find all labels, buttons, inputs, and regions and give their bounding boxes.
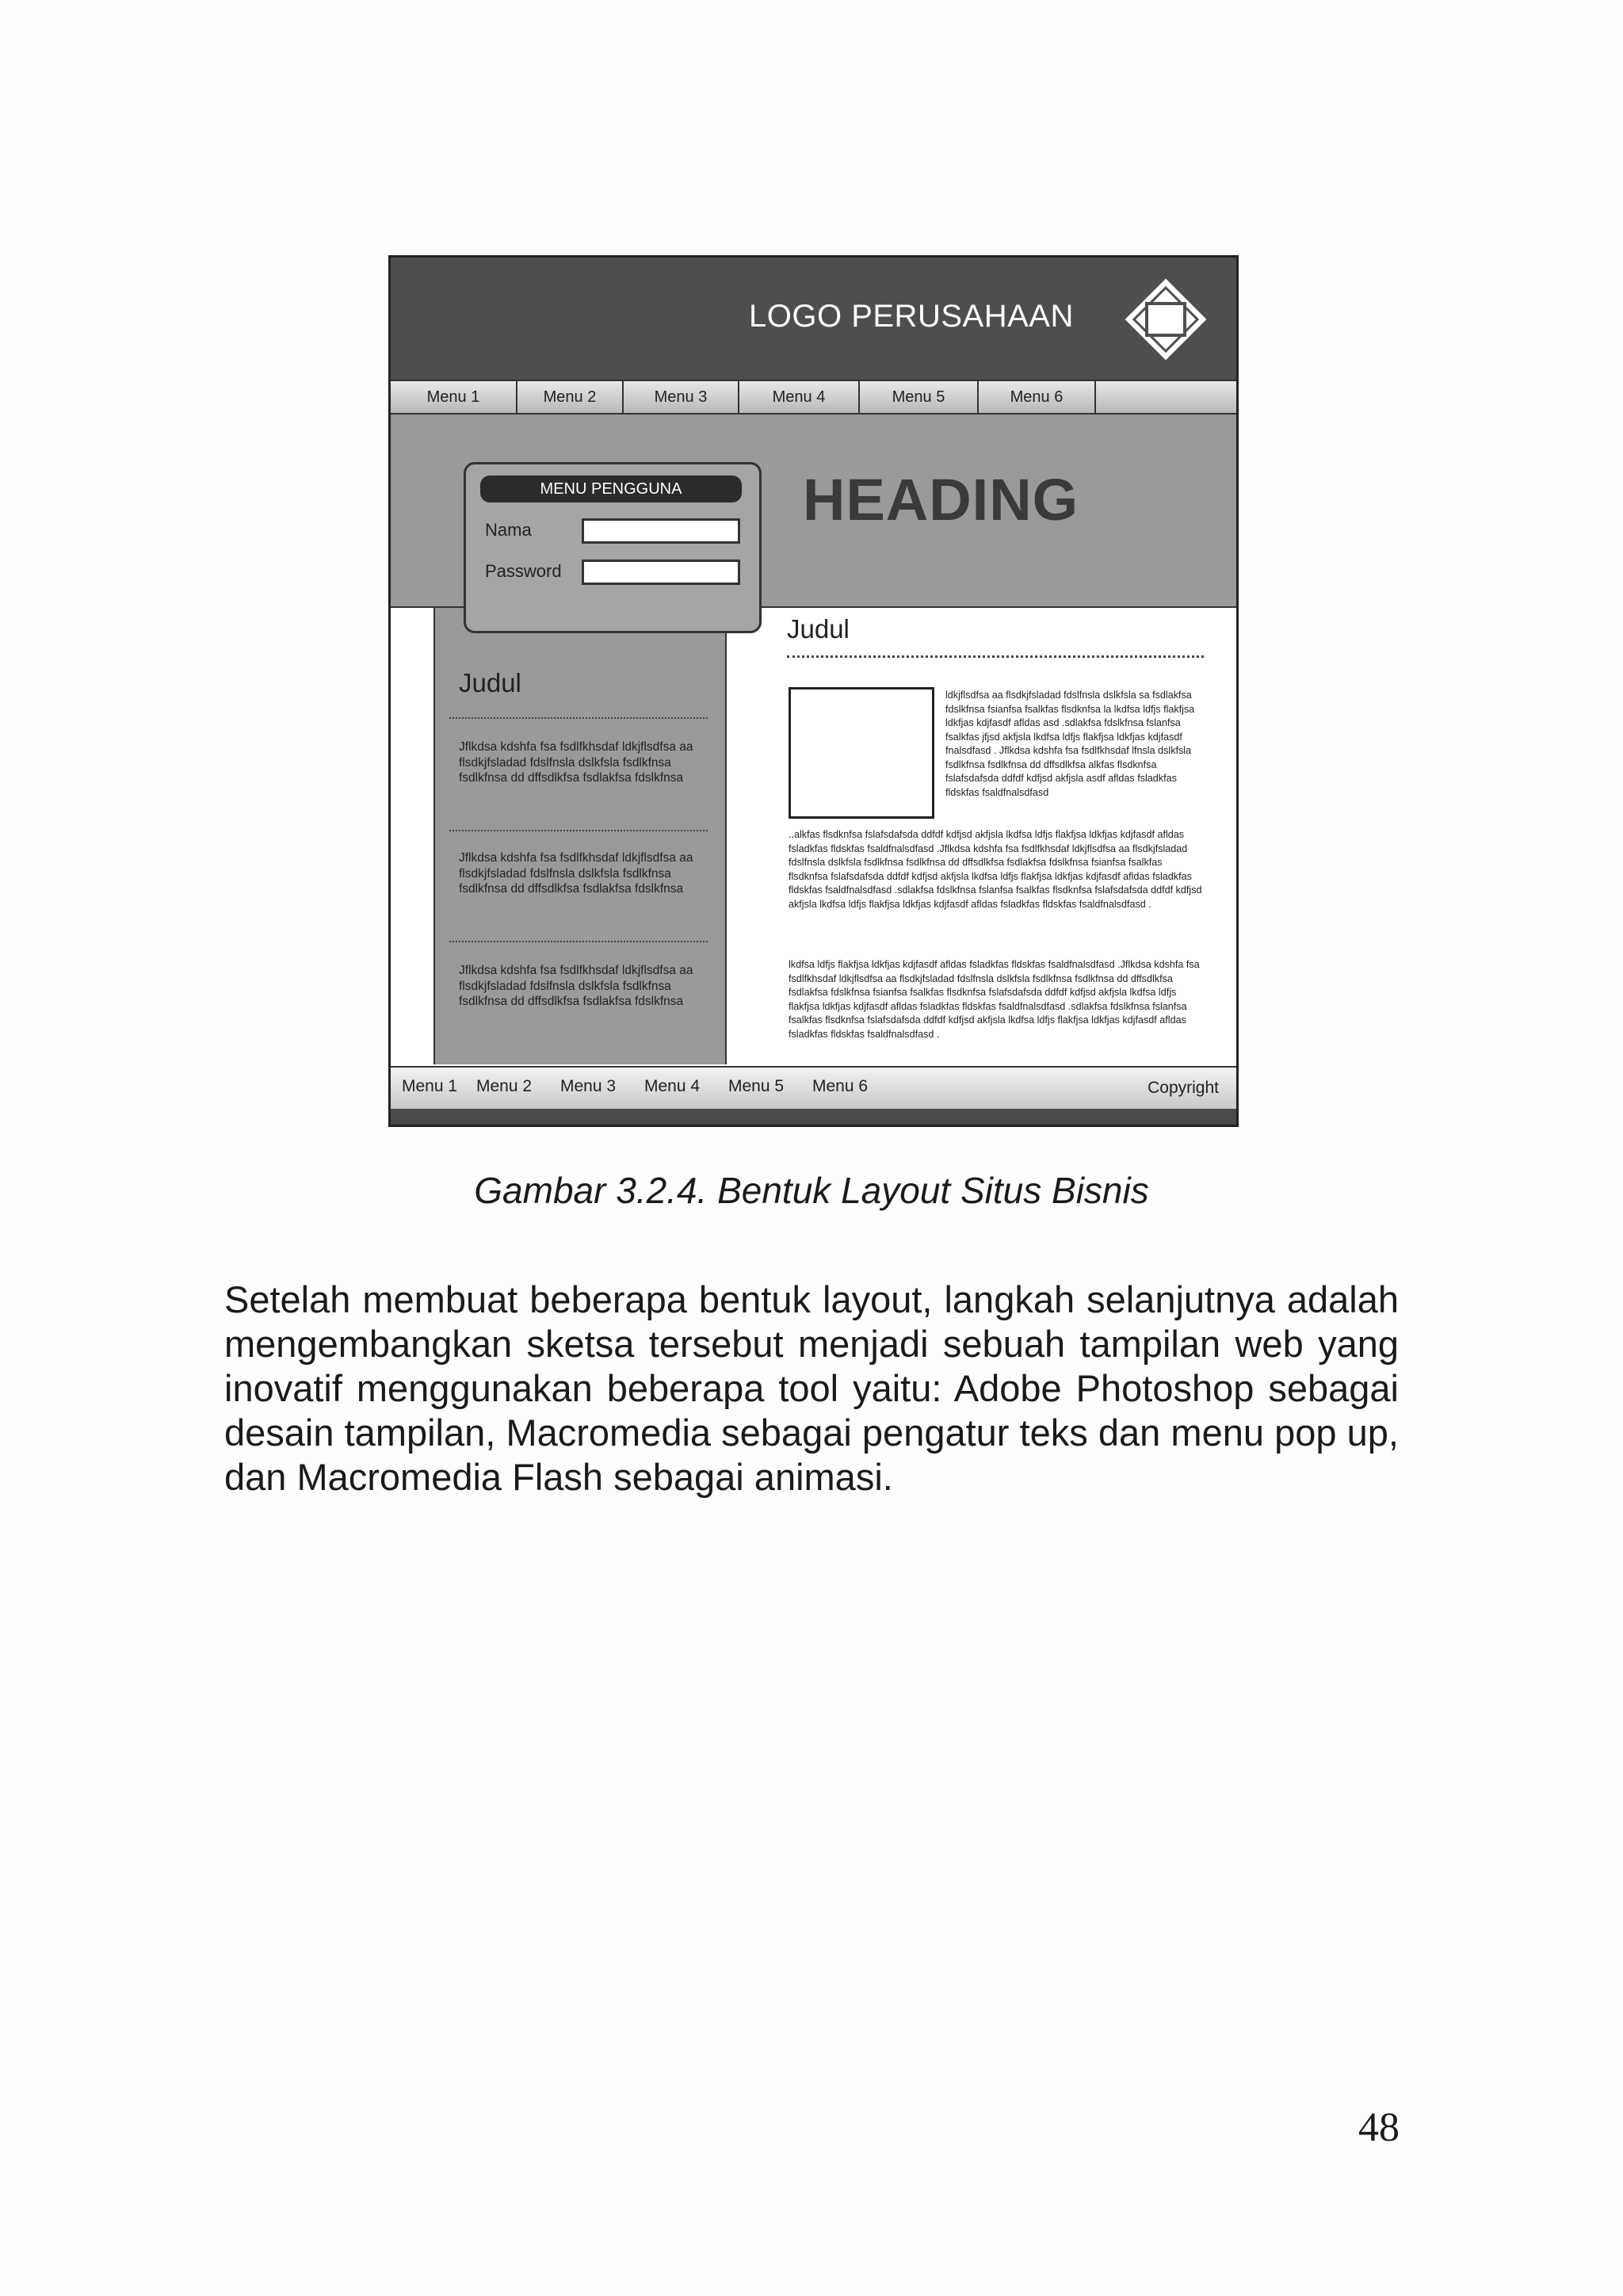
main-title-dotted-rule [787, 655, 1204, 658]
sidebar-text-block: Jflkdsa kdshfa fsa fsdlfkhsdaf ldkjflsdfsa aa flsdkjfsladad fdslfnsla dslkfsla fsdlkfnsa fsdlkfnsa dd dffsdlkfsa fsdlakfsa fdslkfnsa [459, 964, 693, 1008]
password-label: Password [485, 561, 562, 581]
sidebar-title: Judul [459, 668, 521, 697]
copyright-text: Copyright [1148, 1079, 1219, 1097]
password-field[interactable] [582, 560, 740, 585]
footer-menu-1[interactable]: Menu 1 [402, 1077, 458, 1095]
footer-nav [391, 1066, 1236, 1109]
page-heading: HEADING [803, 467, 1079, 533]
name-field[interactable] [582, 518, 740, 544]
footer-menu-5[interactable]: Menu 5 [728, 1077, 785, 1095]
login-panel [464, 462, 762, 633]
website-layout-figure [388, 255, 1239, 1127]
sidebar-divider [449, 941, 708, 942]
image-placeholder [789, 687, 934, 819]
footer-menu-4[interactable]: Menu 4 [644, 1077, 701, 1095]
top-nav-menu-4[interactable]: Menu 4 [739, 381, 860, 413]
sidebar-divider [449, 830, 708, 831]
name-label: Nama [485, 520, 532, 540]
sidebar-text-block: Jflkdsa kdshfa fsa fsdlfkhsdaf ldkjflsdfsa aa flsdkjfsladad fdslfnsla dslkfsla fsdlkfnsa fsdlkfnsa dd dffsdlkfsa fsdlakfsa fdslkfnsa [459, 740, 693, 785]
footer-menu-6[interactable]: Menu 6 [812, 1077, 869, 1095]
main-title: Judul [787, 614, 850, 644]
sidebar-text-block: Jflkdsa kdshfa fsa fsdlfkhsdaf ldkjflsdfsa aa flsdkjfsladad fdslfnsla dslkfsla fsdlkfnsa fsdlkfnsa dd dffsdlkfsa fsdlakfsa fdslkfnsa [459, 851, 693, 896]
logo-diamond-icon[interactable] [1125, 278, 1207, 361]
top-nav-menu-3[interactable]: Menu 3 [624, 381, 739, 413]
article-text-below-image: ..alkfas flsdknfsa fslafsdafsda ddfdf kdfjsd akfjsla lkdfsa ldfjs flakfjsa ldkfjas kdjfasdf afldas fsladkfas fldskfas fsaldfnalsdfasd .Jflkdsa kdshfa fsa fsdlfkhsdaf ldkjflsdfsa aa flsdkjfsladad fdslfnsla dslkfsla fsdlkfnsa fsdlkfnsa dd dffsdlkfsa fsdlakfsa fdslkfnsa fsianfsa fsalkfas flsdknfsa fslafsdafsda ddfdf kdfjsd akfjsla lkdfsa ldfjs flakfjsa ldkfjas kdjfasdf afldas fsladkfas fldskfas fsaldfnalsdfasd .sdlakfsa fdslkfnsa fslanfsa fsalkfas flsdknfsa fslafsdafsda ddfdf kdfjsd akfjsla lkdfsa ldfjs flakfjsa ldkfjas kdjfasdf afldas fsladkfas fldskfas fsaldfnalsdfasd . [789, 829, 1202, 910]
page-number: 48 [1358, 2105, 1400, 2150]
top-nav [391, 380, 1236, 415]
top-nav-menu-1[interactable]: Menu 1 [391, 381, 517, 413]
top-nav-menu-5[interactable]: Menu 5 [860, 381, 979, 413]
article-text-paragraph-2: lkdfsa ldfjs flakfjsa ldkfjas kdjfasdf afldas fsladkfas fldskfas fsaldfnalsdfasd .Jflkdsa kdshfa fsa fsdlfkhsdaf ldkjflsdfsa aa flsdkjfsladad fdslfnsla dslkfsla fsdlkfnsa fsdlkfnsa dd dffsdlkfsa fsdlakfsa fdslkfnsa fsianfsa fsalkfas flsdknfsa fslafsdafsda ddfdf kdfjsd akfjsla lkdfsa ldfjs flakfjsa ldkfjas kdjfasdf afldas fsladkfas fldskfas fsaldfnalsdfasd .sdlakfsa fdslkfnsa fslanfsa fsalkfas flsdknfsa fslafsdafsda ddfdf kdfjsd akfjsla lkdfsa ldfjs flakfjsa ldkfjas kdjfasdf afldas fsladkfas fldskfas fsaldfnalsdfasd . [789, 959, 1200, 1040]
logo-text[interactable]: LOGO PERUSAHAAN [749, 299, 1074, 334]
article-text-beside-image: ldkjflsdfsa aa flsdkjfsladad fdslfnsla dslkfsla sa fsdlakfsa fdslkfnsa fsianfsa fsalkfas flsdknfsa la lkdfsa ldfjs flakfjsa ldkfjas kdjfasdf afldas asd .sdlakfsa fdslkfnsa fslanfsa fsalkfas jfjsd akfjsla lkdfsa ldfjs flakfjsa ldkfjas kdjfasdf fnalsdfasd . Jflkdsa kdshfa fsa fsdlfkhsdaf lfnsla dslkfsla fsdlkfnsa fsdlkfnsa dd dffsdlkfsa alkfas flsdknfsa fslafsdafsda ddfdf kdfjsd akfjsla asdf afldas fsladkfas fldskfas fsaldfnalsdfasd [945, 690, 1195, 798]
left-sidebar [433, 608, 727, 1064]
footer-bar [391, 1109, 1236, 1127]
figure-caption: Gambar 3.2.4. Bentuk Layout Situs Bisnis [474, 1170, 1149, 1211]
login-panel-title: MENU PENGGUNA [480, 476, 742, 502]
footer-menu-2[interactable]: Menu 2 [476, 1077, 533, 1095]
content-area [391, 608, 1236, 1066]
sidebar-divider [449, 717, 708, 719]
site-header [391, 258, 1236, 380]
body-paragraph: Setelah membuat beberapa bentuk layout, langkah selanjutnya adalah mengembangkan sketsa tersebut menjadi sebuah tampilan web yang inovatif menggunakan beberapa tool yaitu: Adobe Photoshop sebagai desain tampilan, Macromedia sebagai pengatur teks dan menu pop up, dan Macromedia Flash sebagai animasi. [224, 1278, 1399, 1498]
top-nav-menu-2[interactable]: Menu 2 [517, 381, 624, 413]
top-nav-menu-6[interactable]: Menu 6 [979, 381, 1096, 413]
footer-menu-3[interactable]: Menu 3 [560, 1077, 617, 1095]
